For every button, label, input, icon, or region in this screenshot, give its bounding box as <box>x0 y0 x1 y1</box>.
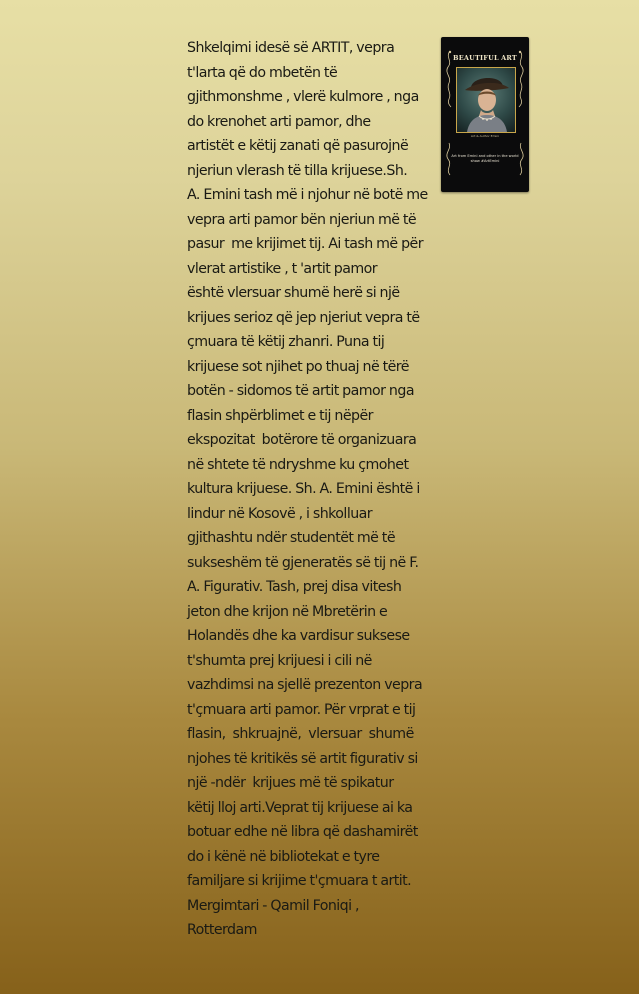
article-line: sukseshëm të gjeneratës së tij në F. <box>187 554 419 571</box>
article-line: Shkelqimi idesë së ARTIT, vepra <box>187 40 395 56</box>
flourish-ornament-icon <box>444 117 454 177</box>
book-title: BEAUTIFUL ART <box>453 54 517 62</box>
article-line: njeriun vlerash të tilla krijuese.Sh. <box>187 162 408 179</box>
article-line: çmuara të këtij zhanri. Puna tij <box>187 334 385 350</box>
article-line: është vlersuar shumë herë si një <box>187 285 400 301</box>
article-signature: Mergimtari - Qamil Foniqi , <box>187 897 359 914</box>
flourish-ornament-icon <box>516 117 526 177</box>
article-line: një -ndër krijues më të spikatur <box>187 775 394 791</box>
article-line: A. Figurativ. Tash, prej disa vitesh <box>187 579 402 595</box>
article-line: vlerat artistike , t 'artit pamor <box>187 260 378 277</box>
article-line: botuar edhe në libra që dashamirët <box>187 824 418 840</box>
article-line: gjithmonshme , vlerë kulmore , nga <box>187 89 419 105</box>
article-line: botën - sidomos të artit pamor nga <box>187 383 414 399</box>
article-line: krijues serioz që jep njeriut vepra të <box>187 309 420 326</box>
article-line: jeton dhe krijon në Mbretërin e <box>187 603 388 620</box>
book-subtitle: Art from Emini and other in the world show #ArtEmini <box>451 154 519 163</box>
article-line: kultura krijuese. Sh. A. Emini është i <box>187 481 420 497</box>
article-line: flasin, shkruajnë, vlersuar shumë <box>187 726 414 742</box>
article-line: pasur me krijimet tij. Ai tash më për <box>187 236 423 252</box>
article-line: flasin shpërblimet e tij nëpër <box>187 407 373 424</box>
article-line: t'çmuara arti pamor. Për vrprat e tij <box>187 701 416 718</box>
article-line: t'shumta prej krijuesi i cili në <box>187 652 372 669</box>
article-line: njohes të kritikës së artit figurativ si <box>187 750 418 767</box>
article-line: vepra arti pamor bën njeriun më të <box>187 211 417 228</box>
article-line: artistët e këtij zanati që pasurojnë <box>187 138 409 154</box>
article-line: ekspozitat botërore të organizuara <box>187 432 417 448</box>
article-line: vazhdimsi na sjellë prezenton vepra <box>187 677 423 693</box>
article-line: në shtete të ndryshme ku çmohet <box>187 456 409 473</box>
book-author: Art & Author Emini <box>470 134 500 138</box>
article-line: Holandës dhe ka vardisur suksese <box>187 628 410 644</box>
article-line: lindur në Kosovë , i shkolluar <box>187 505 373 522</box>
article-line: krijuese sot njihet po thuaj në tërë <box>187 358 409 375</box>
article-location: Rotterdam <box>187 922 257 938</box>
book-cover-image[interactable] <box>441 37 529 192</box>
portrait-painting <box>456 67 516 133</box>
article-line: A. Emini tash më i njohur në botë me <box>187 187 428 203</box>
article-line: t'larta që do mbetën të <box>187 64 338 81</box>
article-line: familjare si krijime t'çmuara t artit. <box>187 873 412 889</box>
article-line: gjithashtu ndër studentët më të <box>187 530 395 546</box>
article-line: këtij lloj arti.Veprat tij krijuese ai ka <box>187 799 413 816</box>
article-line: do krenohet arti pamor, dhe <box>187 113 371 130</box>
article-line: do i kënë në bibliotekat e tyre <box>187 848 380 865</box>
article-text <box>187 36 428 943</box>
